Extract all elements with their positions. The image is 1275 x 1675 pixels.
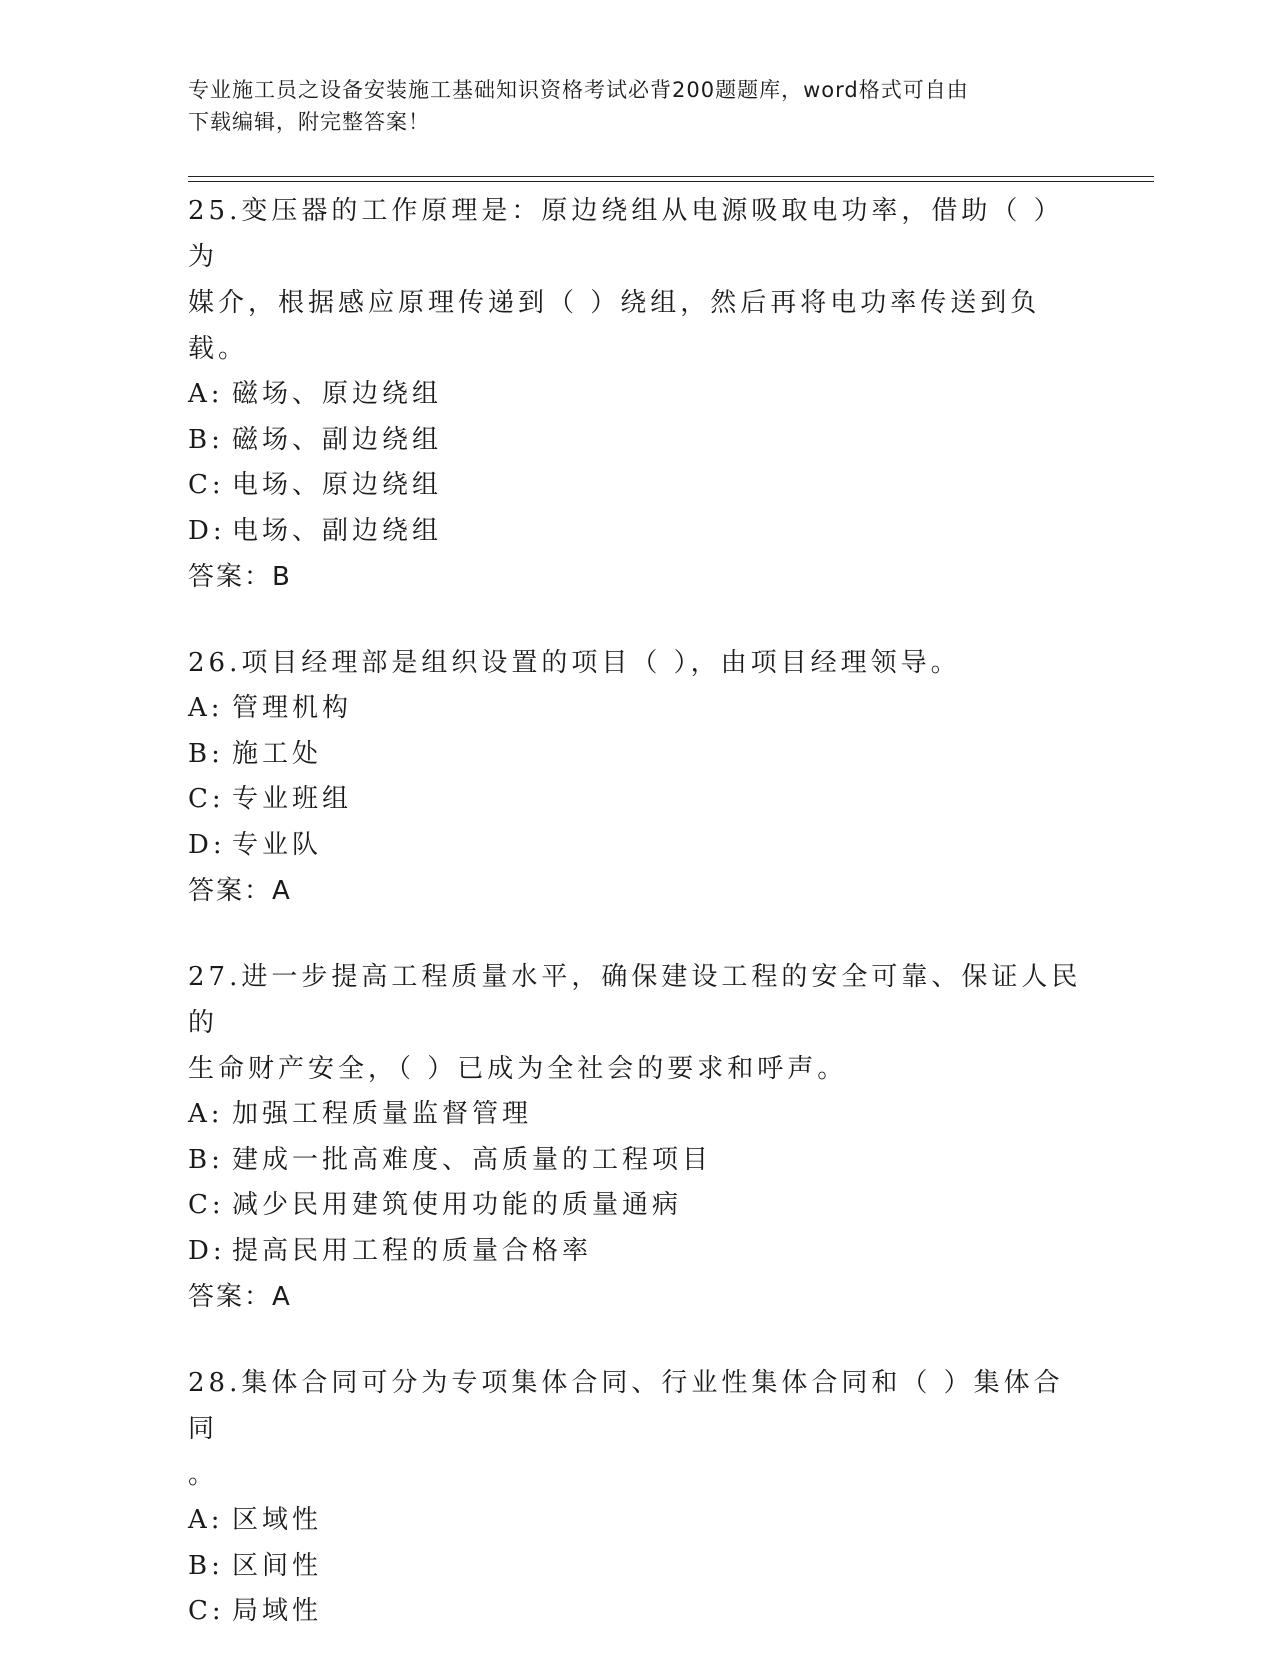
question-stem-line: 。 <box>188 1460 219 1490</box>
option-text: 加强工程质量监督管理 <box>232 1099 533 1129</box>
option-c <box>188 463 1088 509</box>
option-letter: D: <box>188 515 226 546</box>
option-text: 专业班组 <box>232 784 353 814</box>
option-d <box>188 509 1088 555</box>
question-26 <box>188 640 1088 914</box>
option-b <box>188 732 1088 778</box>
question-stem-line: 媒介，根据感应原理传递到（ ）绕组，然后再将电功率传送到负载。 <box>188 288 1041 364</box>
option-text: 区域性 <box>232 1505 323 1535</box>
option-text: 建成一批高难度、高质量的工程项目 <box>232 1144 713 1175</box>
option-text: 提高民用工程的质量合格率 <box>232 1235 593 1266</box>
option-letter: C: <box>188 470 225 500</box>
option-d <box>188 1229 1088 1275</box>
option-letter: A: <box>188 1505 224 1535</box>
question-stem-line: 生命财产安全，（ ）已成为全社会的要求和呼声。 <box>188 1054 848 1084</box>
option-letter: B: <box>188 1144 224 1175</box>
option-letter: B: <box>188 424 224 455</box>
option-b <box>188 1138 1088 1184</box>
option-text: 局域性 <box>232 1596 323 1626</box>
option-d <box>188 823 1088 869</box>
option-letter: C: <box>188 784 225 814</box>
header-rule-bottom <box>188 181 1154 182</box>
option-text: 区间性 <box>232 1550 323 1581</box>
option-text: 减少民用建筑使用功能的质量通病 <box>232 1190 683 1220</box>
question-stem-line: 25.变压器的工作原理是：原边绕组从电源吸取电功率，借助（ ）为 <box>188 196 1064 272</box>
option-text: 磁场、原边绕组 <box>232 379 443 409</box>
option-letter: A: <box>188 693 224 723</box>
question-stem-line: 27.进一步提高工程质量水平，确保建设工程的安全可靠、保证人民的 <box>188 962 1082 1038</box>
header-rule-top <box>188 176 1154 177</box>
option-a <box>188 686 1088 732</box>
option-letter: C: <box>188 1596 225 1626</box>
option-letter: C: <box>188 1190 225 1220</box>
question-stem-line: 28.集体合同可分为专项集体合同、行业性集体合同和（ ）集体合同 <box>188 1368 1064 1444</box>
question-28 <box>188 1360 1088 1635</box>
question-stem-line: 26.项目经理部是组织设置的项目（ ），由项目经理领导。 <box>188 648 961 678</box>
question-25 <box>188 188 1088 600</box>
option-c <box>188 1589 1088 1635</box>
answer-line: 答案：A <box>188 1282 292 1312</box>
option-text: 磁场、副边绕组 <box>232 424 443 455</box>
answer-line: 答案：B <box>188 562 292 592</box>
option-text: 电场、原边绕组 <box>232 470 443 500</box>
option-text: 管理机构 <box>232 693 353 723</box>
option-a <box>188 1498 1088 1544</box>
question-27 <box>188 954 1088 1320</box>
option-text: 施工处 <box>232 738 323 769</box>
document-header <box>188 74 1068 138</box>
option-a <box>188 1092 1088 1138</box>
question-list <box>188 188 1088 1675</box>
option-c <box>188 777 1088 823</box>
option-letter: A: <box>188 379 224 409</box>
option-a <box>188 372 1088 418</box>
option-b <box>188 1544 1088 1590</box>
header-line-1: 专业施工员之设备安装施工基础知识资格考试必背200题题库，word格式可自由 <box>188 78 969 102</box>
answer-line: 答案：A <box>188 876 292 906</box>
option-text: 电场、副边绕组 <box>232 515 443 546</box>
header-line-2: 下载编辑，附完整答案！ <box>188 110 430 134</box>
option-c <box>188 1183 1088 1229</box>
option-text: 专业队 <box>232 829 323 860</box>
option-letter: D: <box>188 1235 226 1266</box>
option-letter: B: <box>188 1550 224 1581</box>
option-letter: B: <box>188 738 224 769</box>
option-b <box>188 418 1088 464</box>
option-letter: A: <box>188 1099 224 1129</box>
option-letter: D: <box>188 829 226 860</box>
